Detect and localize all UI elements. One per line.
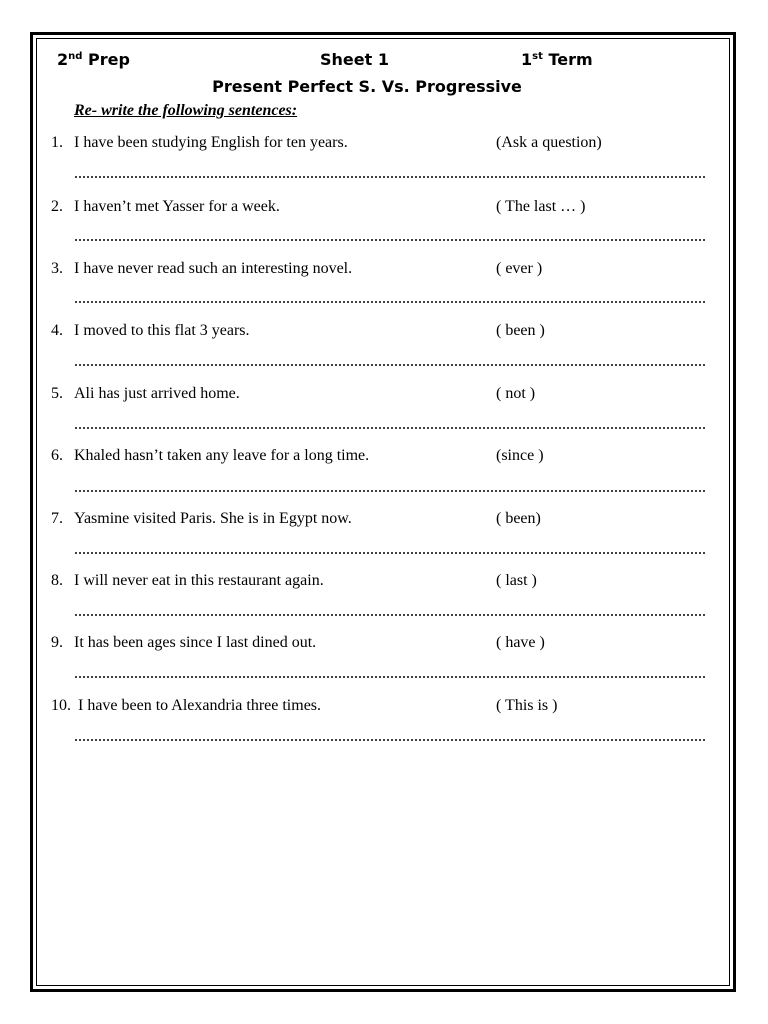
- question-item: [0, 322, 768, 382]
- question-item: [0, 385, 768, 445]
- answer-line[interactable]: [74, 427, 706, 429]
- question-hint: ( This is ): [496, 697, 558, 714]
- worksheet-header: [0, 50, 768, 72]
- question-number: 7.: [51, 510, 63, 527]
- question-number: 3.: [51, 260, 63, 277]
- question-item: [0, 634, 768, 694]
- question-item: [0, 697, 768, 757]
- term-suffix: st: [532, 51, 543, 62]
- answer-line[interactable]: [74, 614, 706, 616]
- question-sentence: I have been to Alexandria three times.: [78, 697, 322, 714]
- question-hint: ( ever ): [496, 260, 543, 277]
- answer-line[interactable]: [74, 490, 706, 492]
- question-sentence: Ali has just arrived home.: [74, 385, 240, 402]
- question-number: 6.: [51, 447, 63, 464]
- question-sentence: I have been studying English for ten years.: [74, 134, 348, 151]
- instruction-text: Re- write the following sentences:: [74, 102, 298, 119]
- worksheet-title: Present Perfect S. Vs. Progressive: [212, 77, 522, 96]
- question-sentence: I haven’t met Yasser for a week.: [74, 198, 280, 215]
- question-hint: (since ): [496, 447, 544, 464]
- question-item: [0, 260, 768, 320]
- question-hint: ( last ): [496, 572, 537, 589]
- question-number: 9.: [51, 634, 63, 651]
- question-sentence: Khaled hasn’t taken any leave for a long time.: [74, 447, 370, 464]
- grade-label: [57, 50, 130, 69]
- answer-line[interactable]: [74, 176, 706, 178]
- question-sentence: I will never eat in this restaurant again.: [74, 572, 324, 589]
- question-hint: ( not ): [496, 385, 536, 402]
- question-sentence: Yasmine visited Paris. She is in Egypt now.: [74, 510, 352, 527]
- question-number: 5.: [51, 385, 63, 402]
- question-number: 2.: [51, 198, 63, 215]
- answer-line[interactable]: [74, 301, 706, 303]
- grade-suffix: nd: [68, 51, 83, 62]
- answer-line[interactable]: [74, 739, 706, 741]
- term-label: [521, 50, 593, 69]
- term-word: Term: [548, 50, 593, 69]
- question-hint: ( been ): [496, 322, 545, 339]
- question-hint: ( The last … ): [496, 198, 586, 215]
- answer-line[interactable]: [74, 676, 706, 678]
- question-item: [0, 198, 768, 258]
- answer-line[interactable]: [74, 552, 706, 554]
- question-number: 1.: [51, 134, 63, 151]
- question-item: [0, 572, 768, 632]
- question-item: [0, 134, 768, 194]
- question-sentence: It has been ages since I last dined out.: [74, 634, 317, 651]
- question-number: 8.: [51, 572, 63, 589]
- question-hint: ( been): [496, 510, 541, 527]
- answer-line[interactable]: [74, 364, 706, 366]
- question-sentence: I moved to this flat 3 years.: [74, 322, 250, 339]
- grade-number: 2: [57, 50, 69, 69]
- question-number: 10.: [51, 697, 71, 714]
- question-number: 4.: [51, 322, 63, 339]
- grade-word: Prep: [88, 50, 130, 69]
- question-hint: (Ask a question): [496, 134, 602, 151]
- term-number: 1: [521, 50, 533, 69]
- question-hint: ( have ): [496, 634, 545, 651]
- question-item: [0, 447, 768, 507]
- question-sentence: I have never read such an interesting novel.: [74, 260, 353, 277]
- answer-line[interactable]: [74, 239, 706, 241]
- sheet-label: Sheet 1: [320, 50, 389, 69]
- question-item: [0, 510, 768, 570]
